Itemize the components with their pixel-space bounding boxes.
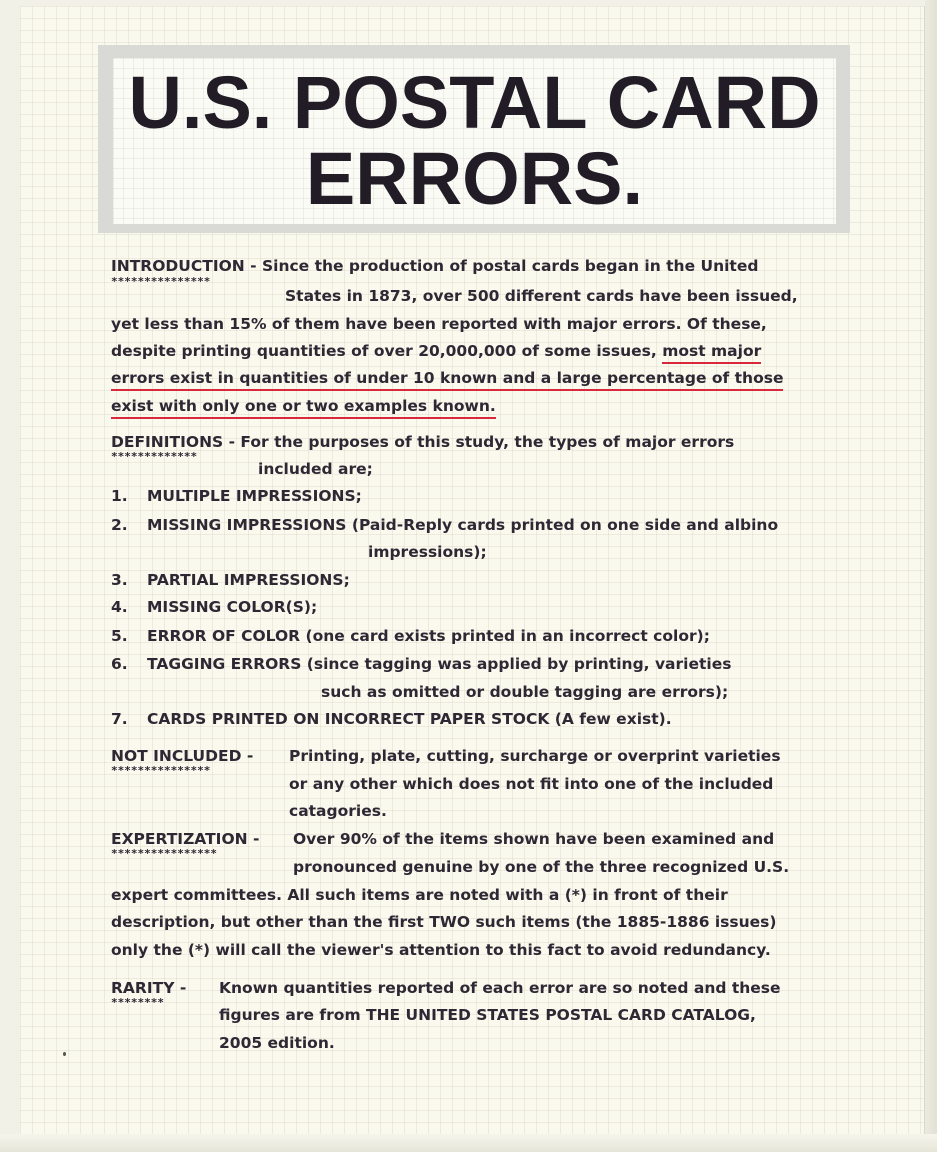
list-item-text: MISSING COLOR(S); [147,598,318,616]
list-item-continuation: impressions); [368,543,487,561]
list-item-text: CARDS PRINTED ON INCORRECT PAPER STOCK (A few exist). [147,710,672,728]
rarity-line-2: figures are from THE UNITED STATES POSTAL CARD CATALOG, [219,1006,756,1024]
list-item-text: MULTIPLE IMPRESSIONS; [147,487,362,505]
definitions-stars: ************* [111,450,198,463]
intro-line-4 [111,341,761,361]
title-card [113,58,836,224]
intro-line-6: exist with only one or two examples known. [111,397,496,419]
not-included-line-2: or any other which does not fit into one of the included [289,775,774,793]
intro-line-1: - Since the production of postal cards began in the United [244,257,759,275]
intro-line-5: errors exist in quantities of under 10 known and a large percentage of those [111,369,783,391]
intro-stars: *************** [111,275,211,288]
definitions-heading: DEFINITIONS [111,433,224,451]
expertization-line-4: description, but other than the first TWO such items (the 1885-1886 issues) [111,913,777,931]
title-line-2: ERRORS. [305,137,644,220]
expertization-stars: **************** [111,847,217,860]
intro-underlined-text: most major [662,342,761,364]
list-item-number: 7. [111,710,128,728]
rarity-line-1: Known quantities reported of each error are so noted and these [219,979,781,997]
list-item [111,654,128,674]
list-item-text: TAGGING ERRORS (since tagging was applied by printing, varieties [147,655,732,673]
list-item-number: 5. [111,627,128,645]
expertization-line-3: expert committees. All such items are noted with a (*) in front of their [111,886,728,904]
list-item [111,486,128,506]
not-included-line-3: catagories. [289,802,387,820]
list-item [111,597,128,617]
intro-line-3: yet less than 15% of them have been reported with major errors. Of these, [111,315,767,333]
list-item-number: 3. [111,571,128,589]
page-edge [925,0,937,1152]
definitions-first-line [111,432,734,452]
rarity-stars: ******** [111,996,164,1009]
list-item-number: 6. [111,655,128,673]
list-item [111,709,128,729]
list-item [111,570,128,590]
list-item [111,626,128,646]
not-included-heading: NOT INCLUDED - [111,747,254,765]
expertization-line-2: pronounced genuine by one of the three recognized U.S. [293,858,790,876]
not-included-line-1: Printing, plate, cutting, surcharge or overprint varieties [289,747,781,765]
intro-first-line [111,256,758,276]
list-item-text: MISSING IMPRESSIONS (Paid-Reply cards printed on one side and albino [147,516,779,534]
paper-speck [63,1052,66,1056]
rarity-heading: RARITY - [111,979,187,997]
list-item-number: 2. [111,516,128,534]
definitions-line-2: included are; [258,460,373,478]
list-item-number: 4. [111,598,128,616]
not-included-stars: *************** [111,764,211,777]
list-item-number: 1. [111,487,128,505]
intro-heading: INTRODUCTION [111,257,245,275]
intro-line-4a: despite printing quantities of over 20,000,000 of some issues, [111,342,663,360]
definitions-line-1: - For the purposes of this study, the types of major errors [223,433,735,451]
list-item-text: ERROR OF COLOR (one card exists printed in an incorrect color); [147,627,710,645]
expertization-line-1: Over 90% of the items shown have been examined and [293,830,775,848]
intro-line-6-wrap [111,396,496,416]
rarity-line-3: 2005 edition. [219,1034,335,1052]
list-item-text: PARTIAL IMPRESSIONS; [147,571,350,589]
title-line-1: U.S. POSTAL CARD [128,61,821,144]
expertization-line-5: only the (*) will call the viewer's attention to this fact to avoid redundancy. [111,941,771,959]
list-item-continuation: such as omitted or double tagging are errors); [321,683,729,701]
list-item [111,515,128,535]
intro-line-2: States in 1873, over 500 different cards have been issued, [285,287,798,305]
page-bottom-edge [0,1134,937,1152]
expertization-heading: EXPERTIZATION - [111,830,260,848]
intro-line-5-wrap [111,368,783,388]
